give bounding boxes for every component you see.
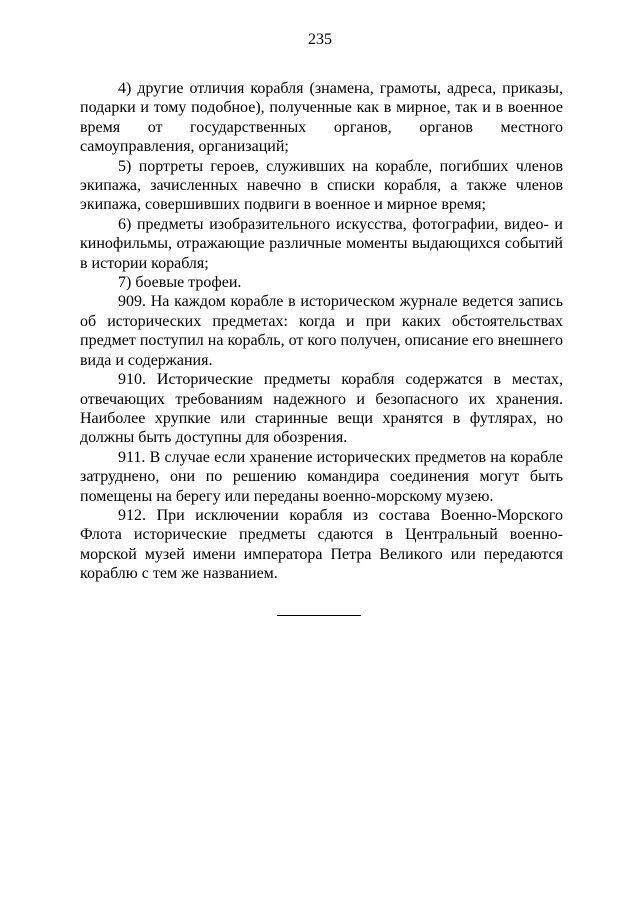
list-item-7: 7) боевые трофеи. [118,274,242,292]
list-item-6: 6) предметы изобразительного искусства, фотографии, видео- и кинофильмы, отражающие различные моменты выдающихся событий в истории корабля; [80,215,563,272]
article-912: 912. При исключении корабля из состава Военно-Морского Флота исторические предметы сдаются в Центральный военно-морской музей имени императора Петра Великого или передаются кораблю с тем же названием. [80,506,563,583]
list-item-4: 4) другие отличия корабля (знамена, грамоты, адреса, приказы, подарки и тому подобное), полученные как в мирное, так и в военное время от государственных органов, органов местного самоуправления, организаций; [80,80,563,156]
article-910: 910. Исторические предметы корабля содержатся в местах, отвечающих требованиям надежного и безопасного их хранения. Наиболее хрупкие или старинные вещи хранятся в футлярах, но должны быть доступны для обозрения. [80,371,563,447]
article-911: 911. В случае если хранение исторических предметов на корабле затруднено, они по решению командира соединения могут быть помещены на берегу или переданы военно-морскому музею. [80,448,563,505]
page-number: 235 [308,31,332,48]
end-of-text-divider [277,615,361,616]
article-909: 909. На каждом корабле в историческом журнале ведется запись об исторических предметах: когда и при каких обстоятельствах предмет поступил на корабль, от кого получен, описание его внешнего вида и содержания. [80,293,563,369]
list-item-5: 5) портреты героев, служивших на корабле, погибших членов экипажа, зачисленных навечно в списки корабля, а также членов экипажа, совершивших подвиги в военное и мирное время; [80,157,563,214]
document-body [80,79,563,584]
